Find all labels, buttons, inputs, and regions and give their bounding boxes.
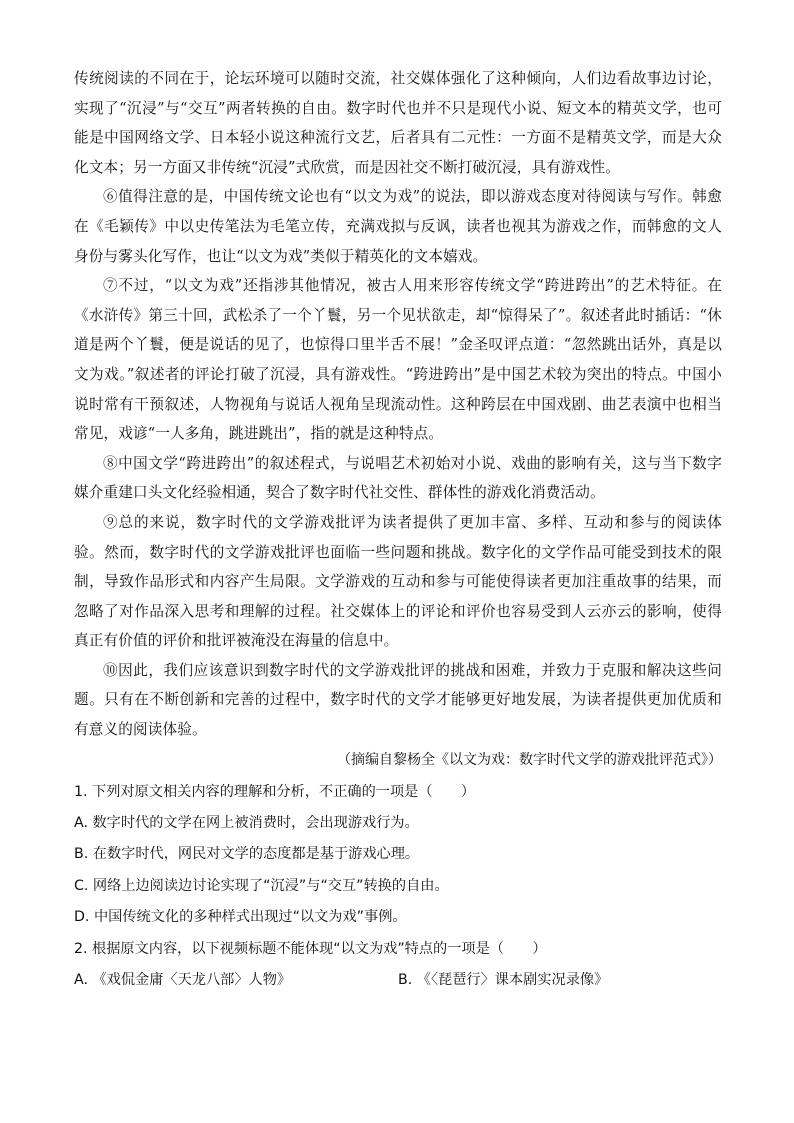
question-2-option-a: A. 《戏侃金庸〈天龙八部〉人物》 <box>74 972 292 989</box>
source-citation: （摘编自黎杨全《以文为戏：数字时代文学的游戏批评范式》） <box>337 751 722 768</box>
paragraph-8: ⑧中国文学“跨进跨出”的叙述程式，与说唱艺术初始对小说、戏曲的影响有关，这与当下数字媒介重建口头文化经验相通，契合了数字时代社交性、群体性的游戏化消费活动。 <box>74 454 722 502</box>
paragraph-7: ⑦不过，“以文为戏”还指涉其他情况，被古人用来形容传统文学“跨进跨出”的艺术特征。在《水浒传》第三十回，武松杀了一个丫鬟，另一个见状欲走，却“惊得呆了”。叙述者此时插话：“休道是两个丫鬟，便是说话的见了，也惊得口里半舌不展！”金圣叹评点道：“忽然跳出话外，真是以文为戏。”叙述者的评论打破了沉浸，具有游戏性。“跨进跨出”是中国艺术较为突出的特点。中国小说时常有干预叙述，人物视角与说话人视角呈现流动性。这种跨层在中国戏剧、曲艺表演中也相当常见，戏谚“一人多角，跳进跳出”，指的就是这种特点。 <box>74 277 722 443</box>
question-1-option-b: B. 在数字时代，网民对文学的态度都是基于游戏心理。 <box>74 846 420 863</box>
paragraph-9: ⑨总的来说，数字时代的文学游戏批评为读者提供了更加丰富、多样、互动和参与的阅读体验。然而，数字时代的文学游戏批评也面临一些问题和挑战。数字化的文学作品可能受到技术的限制，导致作品形式和内容产生局限。文学游戏的互动和参与可能使得读者更加注重故事的结果，而忽略了对作品深入思考和理解的过程。社交媒体上的评论和评价也容易受到人云亦云的影响，使得真正有价值的评价和批评被淹没在海量的信息中。 <box>74 513 722 650</box>
reading-passage <box>74 64 722 773</box>
question-1-stem: 1. 下列对原文相关内容的理解和分析，不正确的一项是（ ） <box>74 783 476 800</box>
question-1-option-c: C. 网络上边阅读边讨论实现了“沉浸”与“交互”转换的自由。 <box>74 877 449 894</box>
paragraph-10: ⑩因此，我们应该意识到数字时代的文学游戏批评的挑战和困难，并致力于克服和解决这些问题。只有在不断创新和完善的过程中，数字时代的文学才能够更好地发展，为读者提供更加优质和有意义的阅读体验。 <box>74 661 722 739</box>
question-1-option-d: D. 中国传统文化的多种样式出现过“以文为戏”事例。 <box>74 909 407 926</box>
paragraph-6: ⑥值得注意的是，中国传统文论也有“以文为戏”的说法，即以游戏态度对待阅读与写作。韩愈在《毛颖传》中以史传笔法为毛笔立传，充满戏拟与反讽，读者也视其为游戏之作，而韩愈的文人身份与雾头化写作，也让“以文为戏”类似于精英化的文本嬉戏。 <box>74 188 722 265</box>
question-2-options-row <box>74 965 722 996</box>
question-section <box>74 777 722 997</box>
question-1-option-a: A. 数字时代的文学在网上被消费时，会出现游戏行为。 <box>74 815 419 832</box>
question-2-option-b: B. 《〈琵琶行〉课本剧实况录像》 <box>398 972 609 989</box>
question-2-stem: 2. 根据原文内容，以下视频标题不能体现“以文为戏”特点的一项是（ ） <box>74 940 547 957</box>
paragraph-intro: 传统阅读的不同在于，论坛环境可以随时交流，社交媒体强化了这种倾向，人们边看故事边讨论，实现了“沉浸”与“交互”两者转换的自由。数字时代也并不只是现代小说、短文本的精英文学，也可能是中国网络文学、日本轻小说这种流行文艺，后者具有二元性：一方面不是精英文学，而是大众化文本；另一方面又非传统“沉浸”式欣赏，而是因社交不断打破沉浸，具有游戏性。 <box>74 70 722 176</box>
document-page <box>74 64 722 997</box>
